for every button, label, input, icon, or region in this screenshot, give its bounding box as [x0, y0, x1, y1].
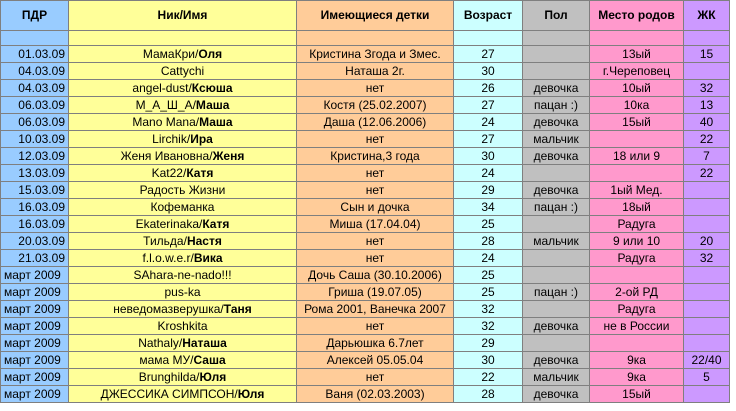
table-row: [1, 46, 736, 63]
sex-cell[interactable]: девочка: [523, 352, 590, 369]
extra-cell: [730, 131, 736, 148]
table-row: [1, 386, 736, 403]
extra-cell: [730, 352, 736, 369]
table-row: [1, 165, 736, 182]
table-row: [1, 233, 736, 250]
kids-cell[interactable]: нет: [297, 250, 454, 267]
date-cell[interactable]: 04.03.09: [1, 63, 69, 80]
place-cell[interactable]: г.Череповец: [590, 63, 684, 80]
table-row: [1, 352, 736, 369]
nick-cell[interactable]: [69, 335, 297, 352]
header-date[interactable]: ПДР: [1, 1, 69, 31]
kids-cell[interactable]: Гриша (19.07.05): [297, 284, 454, 301]
extra-cell: [730, 233, 736, 250]
extra-cell: [730, 267, 736, 284]
name-text: Женя: [212, 148, 245, 163]
table-row: [1, 250, 736, 267]
kids-cell[interactable]: Миша (17.04.04): [297, 216, 454, 233]
nick-text: ДЖЕССИКА СИМПСОН/: [100, 386, 238, 401]
nick-text: Brunghilda/: [138, 369, 200, 384]
name-text: Катя: [202, 216, 230, 231]
extra-cell: [730, 97, 736, 114]
kids-cell[interactable]: Кристина,3 года: [297, 148, 454, 165]
nick-cell[interactable]: [69, 148, 297, 165]
zk-cell[interactable]: [684, 335, 730, 352]
blank-cell[interactable]: [590, 31, 684, 46]
nick-text: мама МУ/: [139, 352, 194, 367]
extra-cell: [730, 1, 736, 31]
age-cell[interactable]: 28: [454, 233, 523, 250]
age-cell[interactable]: 29: [454, 335, 523, 352]
blank-cell[interactable]: [1, 31, 69, 46]
zk-cell[interactable]: [684, 386, 730, 403]
nick-text: М_А_Ш_А/: [135, 97, 196, 112]
date-cell[interactable]: 06.03.09: [1, 97, 69, 114]
zk-cell[interactable]: 5: [684, 369, 730, 386]
age-cell[interactable]: 26: [454, 80, 523, 97]
table-row: [1, 216, 736, 233]
table-row: [1, 284, 736, 301]
name-text: Таня: [223, 301, 252, 316]
sex-cell[interactable]: мальчик: [523, 233, 590, 250]
sex-cell[interactable]: [523, 63, 590, 80]
header-nick[interactable]: Ник/Имя: [69, 1, 297, 31]
date-cell[interactable]: 06.03.09: [1, 114, 69, 131]
sex-cell[interactable]: девочка: [523, 114, 590, 131]
place-cell[interactable]: Радуга: [590, 250, 684, 267]
date-cell[interactable]: 10.03.09: [1, 131, 69, 148]
zk-cell[interactable]: 40: [684, 114, 730, 131]
nick-text: Nathaly/: [138, 335, 183, 350]
extra-cell: [730, 148, 736, 165]
kids-cell[interactable]: Алексей 05.05.04: [297, 352, 454, 369]
sex-cell[interactable]: [523, 46, 590, 63]
extra-cell: [730, 182, 736, 199]
table-row: [1, 267, 736, 284]
extra-cell: [730, 216, 736, 233]
sex-cell[interactable]: [523, 267, 590, 284]
place-cell[interactable]: 13ый: [590, 46, 684, 63]
age-cell[interactable]: 30: [454, 352, 523, 369]
kids-cell[interactable]: нет: [297, 182, 454, 199]
place-cell[interactable]: 9 или 10: [590, 233, 684, 250]
nick-cell[interactable]: [69, 386, 297, 403]
place-cell[interactable]: [590, 165, 684, 182]
zk-cell[interactable]: [684, 301, 730, 318]
extra-cell: [730, 165, 736, 182]
place-cell[interactable]: Радуга: [590, 301, 684, 318]
kids-cell[interactable]: нет: [297, 318, 454, 335]
table-row: [1, 318, 736, 335]
extra-cell: [730, 284, 736, 301]
table-row: [1, 63, 736, 80]
date-cell[interactable]: март 2009: [1, 386, 69, 403]
nick-text: Радость Жизни: [139, 182, 226, 197]
sex-cell[interactable]: мальчик: [523, 369, 590, 386]
kids-cell[interactable]: Костя (25.02.2007): [297, 97, 454, 114]
kids-cell[interactable]: нет: [297, 233, 454, 250]
nick-text: Kroshkita: [157, 318, 208, 333]
name-text: Катя: [186, 165, 214, 180]
place-cell[interactable]: не в России: [590, 318, 684, 335]
zk-cell[interactable]: [684, 284, 730, 301]
nick-text: Тильда/: [143, 233, 187, 248]
extra-cell: [730, 386, 736, 403]
date-cell[interactable]: 13.03.09: [1, 165, 69, 182]
blank-row: [1, 31, 736, 46]
place-cell[interactable]: 18 или 9: [590, 148, 684, 165]
age-cell[interactable]: 27: [454, 46, 523, 63]
nick-cell[interactable]: [69, 216, 297, 233]
nick-cell[interactable]: [69, 114, 297, 131]
kids-cell[interactable]: Даша (12.06.2006): [297, 114, 454, 131]
age-cell[interactable]: 34: [454, 199, 523, 216]
extra-cell: [730, 63, 736, 80]
header-row: [1, 1, 736, 31]
extra-cell: [730, 80, 736, 97]
kids-cell[interactable]: Ваня (02.03.2003): [297, 386, 454, 403]
sex-cell[interactable]: [523, 165, 590, 182]
table-row: [1, 97, 736, 114]
sex-cell[interactable]: [523, 301, 590, 318]
sex-cell[interactable]: [523, 250, 590, 267]
kids-cell[interactable]: нет: [297, 369, 454, 386]
place-cell[interactable]: [590, 267, 684, 284]
nick-text: pus-ka: [164, 284, 201, 299]
blank-cell[interactable]: [454, 31, 523, 46]
nick-text: неведомазверушка/: [113, 301, 224, 316]
extra-cell: [730, 199, 736, 216]
place-cell[interactable]: 18ый: [590, 199, 684, 216]
sex-cell[interactable]: [523, 216, 590, 233]
place-cell[interactable]: [590, 335, 684, 352]
zk-cell[interactable]: 22: [684, 131, 730, 148]
zk-cell[interactable]: 22: [684, 165, 730, 182]
sex-cell[interactable]: пацан :): [523, 97, 590, 114]
nick-cell[interactable]: [69, 97, 297, 114]
zk-cell[interactable]: 32: [684, 80, 730, 97]
kids-cell[interactable]: нет: [297, 80, 454, 97]
date-cell[interactable]: март 2009: [1, 284, 69, 301]
zk-cell[interactable]: [684, 182, 730, 199]
zk-cell[interactable]: [684, 318, 730, 335]
sex-cell[interactable]: пацан :): [523, 199, 590, 216]
sex-cell[interactable]: девочка: [523, 148, 590, 165]
zk-cell[interactable]: 32: [684, 250, 730, 267]
nick-cell[interactable]: [69, 352, 297, 369]
name-text: Ира: [190, 131, 213, 146]
kids-cell[interactable]: Дочь Саша (30.10.2006): [297, 267, 454, 284]
place-cell[interactable]: 1ый Мед.: [590, 182, 684, 199]
kids-cell[interactable]: нет: [297, 165, 454, 182]
sex-cell[interactable]: [523, 335, 590, 352]
extra-cell: [730, 318, 736, 335]
age-cell[interactable]: 30: [454, 148, 523, 165]
extra-cell: [730, 31, 736, 46]
date-cell[interactable]: 20.03.09: [1, 233, 69, 250]
age-cell[interactable]: 25: [454, 267, 523, 284]
nick-cell[interactable]: [69, 131, 297, 148]
age-cell[interactable]: 32: [454, 318, 523, 335]
nick-text: Cattychi: [160, 63, 205, 78]
age-cell[interactable]: 24: [454, 165, 523, 182]
extra-cell: [730, 335, 736, 352]
kids-cell[interactable]: Кристина Згода и Змес.: [297, 46, 454, 63]
sex-cell[interactable]: мальчик: [523, 131, 590, 148]
nick-cell[interactable]: [69, 233, 297, 250]
nick-text: SAhara-ne-nado!!!: [133, 267, 232, 282]
zk-cell[interactable]: 13: [684, 97, 730, 114]
kids-cell[interactable]: Дарьюшка 6.7лет: [297, 335, 454, 352]
zk-cell[interactable]: [684, 216, 730, 233]
name-text: Вика: [193, 250, 223, 265]
sex-cell[interactable]: девочка: [523, 80, 590, 97]
age-cell[interactable]: 27: [454, 131, 523, 148]
nick-text: angel-dust/: [132, 80, 192, 95]
zk-cell[interactable]: 7: [684, 148, 730, 165]
zk-cell[interactable]: [684, 267, 730, 284]
place-cell[interactable]: 10ый: [590, 80, 684, 97]
nick-cell[interactable]: [69, 250, 297, 267]
date-cell[interactable]: 21.03.09: [1, 250, 69, 267]
table-row: [1, 335, 736, 352]
extra-cell: [730, 46, 736, 63]
header-sex[interactable]: Пол: [523, 1, 590, 31]
sex-cell[interactable]: девочка: [523, 318, 590, 335]
blank-cell[interactable]: [69, 31, 297, 46]
nick-cell[interactable]: [69, 369, 297, 386]
name-text: Юля: [237, 386, 265, 401]
nick-text: Кофеманка: [150, 199, 215, 214]
table-row: [1, 114, 736, 131]
table-row: [1, 131, 736, 148]
date-cell[interactable]: 01.03.09: [1, 46, 69, 63]
name-text: Настя: [186, 233, 222, 248]
nick-text: Женя Ивановна/: [120, 148, 213, 163]
date-cell[interactable]: март 2009: [1, 318, 69, 335]
table-row: [1, 369, 736, 386]
nick-text: Kat22/: [151, 165, 187, 180]
place-cell[interactable]: 2-ой РД: [590, 284, 684, 301]
kids-cell[interactable]: Рома 2001, Ванечка 2007: [297, 301, 454, 318]
extra-cell: [730, 114, 736, 131]
name-text: Оля: [198, 46, 223, 61]
extra-cell: [730, 369, 736, 386]
sex-cell[interactable]: девочка: [523, 182, 590, 199]
date-cell[interactable]: 15.03.09: [1, 182, 69, 199]
nick-cell[interactable]: [69, 318, 297, 335]
nick-text: Ekaterinaka/: [135, 216, 203, 231]
nick-cell[interactable]: [69, 165, 297, 182]
table-row: [1, 148, 736, 165]
place-cell[interactable]: 10ка: [590, 97, 684, 114]
nick-text: МамаКри/: [142, 46, 199, 61]
age-cell[interactable]: 28: [454, 386, 523, 403]
name-text: Наташа: [182, 335, 227, 350]
name-text: Маша: [195, 97, 230, 112]
sex-cell[interactable]: девочка: [523, 386, 590, 403]
age-cell[interactable]: 24: [454, 114, 523, 131]
age-cell[interactable]: 29: [454, 182, 523, 199]
place-cell[interactable]: 15ый: [590, 386, 684, 403]
nick-cell[interactable]: [69, 63, 297, 80]
date-cell[interactable]: 16.03.09: [1, 216, 69, 233]
date-cell[interactable]: март 2009: [1, 352, 69, 369]
header-place[interactable]: Место родов: [590, 1, 684, 31]
age-cell[interactable]: 32: [454, 301, 523, 318]
extra-cell: [730, 250, 736, 267]
nick-text: Lirchik/: [152, 131, 191, 146]
place-cell[interactable]: Радуга: [590, 216, 684, 233]
nick-cell[interactable]: [69, 80, 297, 97]
nick-text: Mano Mana/: [132, 114, 200, 129]
name-text: Саша: [193, 352, 226, 367]
age-cell[interactable]: 25: [454, 216, 523, 233]
age-cell[interactable]: 24: [454, 250, 523, 267]
nick-text: f.l.o.w.e.r/: [142, 250, 194, 265]
nick-cell[interactable]: [69, 46, 297, 63]
table-row: [1, 80, 736, 97]
kids-cell[interactable]: Наташа 2г.: [297, 63, 454, 80]
nick-cell[interactable]: [69, 199, 297, 216]
name-text: Ксюша: [191, 80, 233, 95]
table-row: [1, 301, 736, 318]
zk-cell[interactable]: 20: [684, 233, 730, 250]
date-cell[interactable]: март 2009: [1, 267, 69, 284]
extra-cell: [730, 301, 736, 318]
name-text: Маша: [199, 114, 233, 129]
blank-cell[interactable]: [684, 31, 730, 46]
table-row: [1, 199, 736, 216]
header-kids[interactable]: Имеющиеся детки: [297, 1, 454, 31]
place-cell[interactable]: [590, 131, 684, 148]
zk-cell[interactable]: [684, 199, 730, 216]
kids-cell[interactable]: Сын и дочка: [297, 199, 454, 216]
zk-cell[interactable]: 22/40: [684, 352, 730, 369]
header-zk[interactable]: ЖК: [684, 1, 730, 31]
nick-cell[interactable]: [69, 182, 297, 199]
sex-cell[interactable]: пацан :): [523, 284, 590, 301]
place-cell[interactable]: 15ый: [590, 114, 684, 131]
table-row: [1, 182, 736, 199]
name-text: Юля: [199, 369, 227, 384]
date-cell[interactable]: 04.03.09: [1, 80, 69, 97]
zk-cell[interactable]: [684, 63, 730, 80]
zk-cell[interactable]: 15: [684, 46, 730, 63]
date-cell[interactable]: март 2009: [1, 369, 69, 386]
age-cell[interactable]: 27: [454, 97, 523, 114]
blank-cell[interactable]: [523, 31, 590, 46]
date-cell[interactable]: 12.03.09: [1, 148, 69, 165]
date-cell[interactable]: март 2009: [1, 301, 69, 318]
nick-cell[interactable]: [69, 301, 297, 318]
age-cell[interactable]: 25: [454, 284, 523, 301]
kids-cell[interactable]: нет: [297, 131, 454, 148]
place-cell[interactable]: 9ка: [590, 352, 684, 369]
age-cell[interactable]: 22: [454, 369, 523, 386]
age-cell[interactable]: 30: [454, 63, 523, 80]
nick-cell[interactable]: [69, 284, 297, 301]
blank-cell[interactable]: [297, 31, 454, 46]
date-cell[interactable]: март 2009: [1, 335, 69, 352]
date-cell[interactable]: 16.03.09: [1, 199, 69, 216]
header-age[interactable]: Возраст: [454, 1, 523, 31]
place-cell[interactable]: 9ка: [590, 369, 684, 386]
nick-cell[interactable]: [69, 267, 297, 284]
